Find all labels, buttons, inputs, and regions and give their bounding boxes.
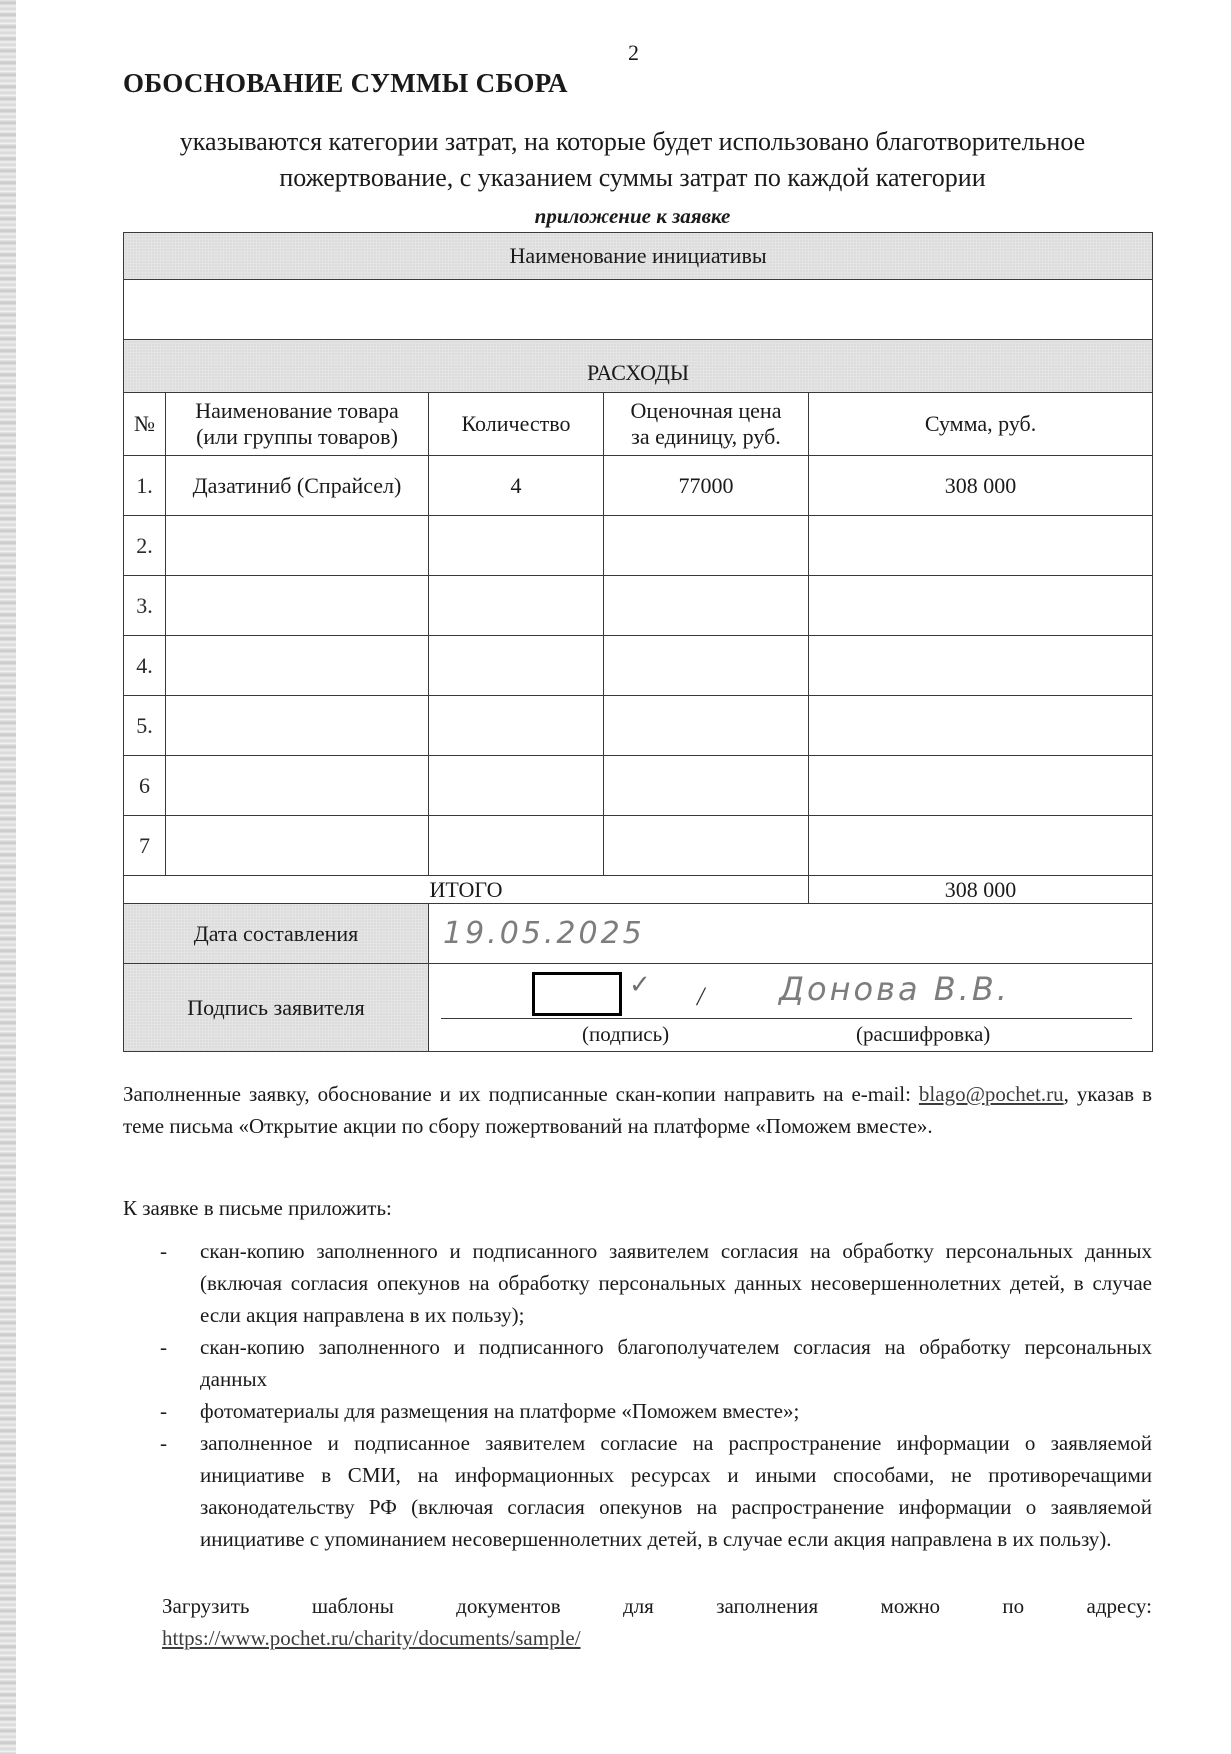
subtitle <box>110 124 1155 196</box>
download-text <box>162 1590 1152 1622</box>
signature-line <box>441 1018 1132 1019</box>
row-name <box>166 696 429 756</box>
row-name <box>166 516 429 576</box>
row-sum: 308 000 <box>809 456 1153 516</box>
signature-divider: / <box>697 982 705 1011</box>
total-label: ИТОГО <box>124 876 809 904</box>
row-sum <box>809 636 1153 696</box>
scan-edge-artifact <box>0 0 16 1754</box>
initiative-value <box>124 280 1153 340</box>
bullet-dash: - <box>160 1399 167 1423</box>
row-qty <box>429 816 604 876</box>
row-price <box>604 696 809 756</box>
page-number: 2 <box>628 40 639 65</box>
bullet-dash: - <box>160 1431 167 1455</box>
row-price <box>604 516 809 576</box>
attach-intro: К заявке в письме приложить: <box>123 1196 392 1220</box>
list-item-text: фотоматериалы для размещения на платформе «Поможем вместе»; <box>200 1399 800 1423</box>
col-header-name <box>166 393 429 456</box>
row-qty <box>429 756 604 816</box>
initiative-value-row <box>124 280 1153 340</box>
download-word: можно <box>880 1594 941 1618</box>
instructions-text-after: , указав в теме письма «Открытие акции по сбору пожертвований на платформе «Поможем вместе». <box>123 1082 1152 1138</box>
signature-label: Подпись заявителя <box>124 964 429 1052</box>
col-header-price-line1: Оценочная цена <box>630 398 782 423</box>
col-header-name-line2: (или группы товаров) <box>196 424 398 449</box>
col-header-price-line2: за единицу, руб. <box>631 424 781 449</box>
signature-stroke-icon: ✓ <box>629 970 651 1000</box>
row-num: 7 <box>124 816 166 876</box>
row-num: 4. <box>124 636 166 696</box>
download-word: документов <box>456 1594 561 1618</box>
list-item <box>160 1235 1152 1331</box>
date-label: Дата составления <box>124 904 429 964</box>
col-header-num: № <box>124 393 166 456</box>
row-num: 1. <box>124 456 166 516</box>
list-item-text: заполненное и подписанное заявителем согласие на распространение информации о заявляемой инициативе в СМИ, на информационных ресурсах и иными способами, не противоречащими законодательству РФ (включая согласия опекунов на распространение информации о заявляемой инициативе с упоминанием несовершеннолетних детей, в случае если акция направлена в их пользу). <box>200 1431 1152 1551</box>
row-price: 77000 <box>604 456 809 516</box>
row-qty: 4 <box>429 456 604 516</box>
row-sum <box>809 756 1153 816</box>
row-name <box>166 576 429 636</box>
redacted-signature-box <box>532 972 622 1016</box>
appendix-note: приложение к заявке <box>534 204 731 228</box>
row-sum <box>809 576 1153 636</box>
expenses-table <box>123 232 1153 1052</box>
row-sum <box>809 516 1153 576</box>
row-qty <box>429 636 604 696</box>
row-qty <box>429 696 604 756</box>
download-word: шаблоны <box>311 1594 394 1618</box>
instructions-text: Заполненные заявку, обоснование и их подписанные скан-копии направить на e-mail: <box>123 1082 919 1106</box>
expenses-header-row <box>124 340 1153 393</box>
col-header-sum: Сумма, руб. <box>809 393 1153 456</box>
download-word: Загрузить <box>162 1594 250 1618</box>
table-row <box>124 756 1153 816</box>
list-item <box>160 1331 1152 1395</box>
decode-caption: (расшифровка) <box>856 1022 991 1046</box>
initiative-header: Наименование инициативы <box>124 233 1153 280</box>
row-name <box>166 816 429 876</box>
row-num: 6 <box>124 756 166 816</box>
date-value: 19.05.2025 <box>443 916 645 951</box>
row-sum <box>809 816 1153 876</box>
row-price <box>604 816 809 876</box>
row-sum <box>809 696 1153 756</box>
col-header-price <box>604 393 809 456</box>
initiative-header-row <box>124 233 1153 280</box>
row-price <box>604 756 809 816</box>
total-value: 308 000 <box>809 876 1153 904</box>
table-row <box>124 636 1153 696</box>
signature-row <box>124 964 1153 1052</box>
table-row <box>124 516 1153 576</box>
col-header-name-line1: Наименование товара <box>195 398 399 423</box>
download-link[interactable]: https://www.pochet.ru/charity/documents/sample/ <box>162 1626 581 1650</box>
download-word: по <box>1002 1594 1025 1618</box>
row-price <box>604 576 809 636</box>
table-row <box>124 456 1153 516</box>
row-num: 2. <box>124 516 166 576</box>
bullet-dash: - <box>160 1335 167 1359</box>
subtitle-line-1: указываются категории затрат, на которые будет использовано благотворительное <box>179 127 1086 156</box>
total-row <box>124 876 1153 904</box>
subtitle-line-2: пожертвование, с указанием суммы затрат по каждой категории <box>279 163 986 192</box>
column-header-row <box>124 393 1153 456</box>
table-row <box>124 696 1153 756</box>
expenses-header: РАСХОДЫ <box>124 340 1153 393</box>
row-name <box>166 756 429 816</box>
list-item <box>160 1395 1152 1427</box>
col-header-qty: Количество <box>429 393 604 456</box>
list-item-text: скан-копию заполненного и подписанного благополучателем согласия на обработку персональных данных <box>200 1335 1152 1391</box>
list-item-text: скан-копию заполненного и подписанного заявителем согласия на обработку персональных данных (включая согласия опекунов на обработку персональных данных несовершеннолетних детей, в случае если акция направлена в их пользу); <box>200 1239 1152 1327</box>
download-word: для <box>623 1594 654 1618</box>
download-word: заполнения <box>716 1594 819 1618</box>
submission-instructions <box>123 1078 1152 1142</box>
row-num: 3. <box>124 576 166 636</box>
row-num: 5. <box>124 696 166 756</box>
date-row <box>124 904 1153 964</box>
signature-field <box>429 964 1153 1052</box>
date-field <box>429 904 1153 964</box>
row-name <box>166 636 429 696</box>
download-word: адресу: <box>1086 1594 1152 1618</box>
bullet-dash: - <box>160 1239 167 1263</box>
signature-caption: (подпись) <box>582 1022 670 1046</box>
email-link[interactable]: blago@pochet.ru <box>918 1082 1064 1106</box>
download-instructions <box>162 1590 1152 1654</box>
table-row <box>124 576 1153 636</box>
list-item <box>160 1427 1152 1555</box>
row-qty <box>429 576 604 636</box>
row-name: Дазатиниб (Спрайсел) <box>166 456 429 516</box>
table-row <box>124 816 1153 876</box>
row-price <box>604 636 809 696</box>
row-qty <box>429 516 604 576</box>
attachments-list <box>160 1235 1152 1555</box>
page-title: ОБОСНОВАНИЕ СУММЫ СБОРА <box>123 68 568 98</box>
signature-name: Донова В.В. <box>779 970 1010 1008</box>
